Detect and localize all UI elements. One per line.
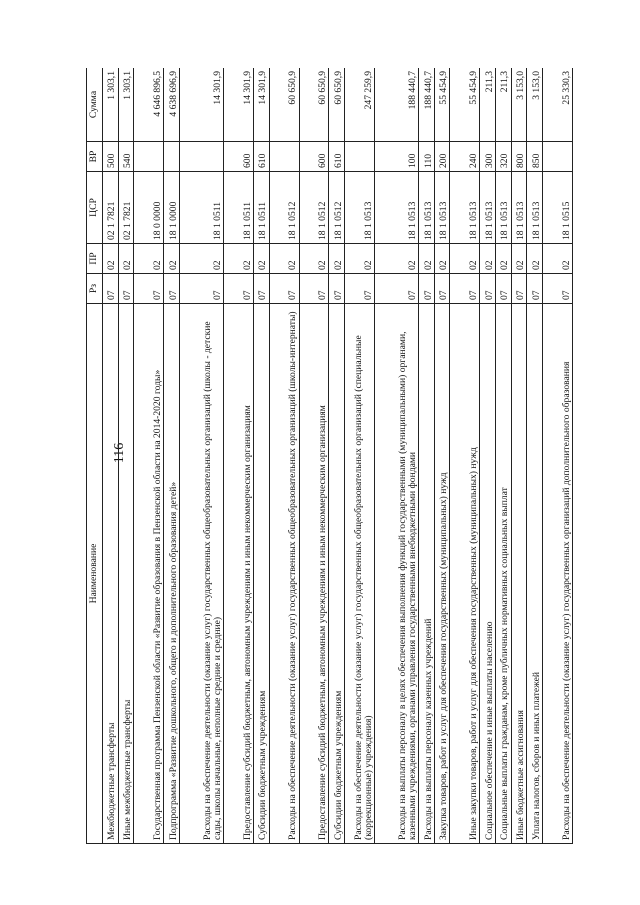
- cell-vr: 110: [419, 142, 435, 172]
- cell-vr: 320: [496, 142, 512, 172]
- cell-vr: 240: [450, 142, 480, 172]
- cell-vr: 610: [329, 142, 345, 172]
- cell-pr: 02: [118, 244, 134, 274]
- table-row: [224, 68, 254, 844]
- cell-rz: 07: [450, 274, 480, 304]
- cell-csr: 18 1 0513: [450, 172, 480, 244]
- cell-name: Расходы на обеспечение деятельности (оказание услуг) государственных общеобразовательных организаций (школы - детские сады, школы начальные, неполные средние и средние): [179, 304, 223, 844]
- cell-rz: 07: [480, 274, 496, 304]
- cell-csr: 18 1 0511: [224, 172, 254, 244]
- cell-name: Расходы на выплаты персоналу казенных учреждений: [419, 304, 435, 844]
- cell-pr: 02: [103, 244, 119, 274]
- cell-pr: 02: [419, 244, 435, 274]
- cell-csr: 18 1 0512: [299, 172, 329, 244]
- table-row: [527, 68, 543, 844]
- cell-csr: 18 1 0513: [527, 172, 543, 244]
- table-row: [450, 68, 480, 844]
- cell-name: Подпрограмма «Развитие дошкольного, общего и дополнительного образования детей»: [164, 304, 180, 844]
- cell-sum: 55 454,9: [450, 68, 480, 142]
- cell-pr: 02: [253, 244, 269, 274]
- cell-rz: 07: [164, 274, 180, 304]
- cell-name: Расходы на обеспечение деятельности (оказание услуг) государственных общеобразовательных организаций (школы-интернаты): [269, 304, 299, 844]
- header-sum: Сумма: [87, 68, 103, 142]
- cell-rz: 07: [496, 274, 512, 304]
- cell-vr: [164, 142, 180, 172]
- cell-rz: 07: [434, 274, 450, 304]
- table-row: [253, 68, 269, 844]
- cell-sum: 211,3: [480, 68, 496, 142]
- cell-vr: 850: [527, 142, 543, 172]
- header-vr: ВР: [87, 142, 103, 172]
- cell-sum: 14 301,9: [179, 68, 223, 142]
- cell-sum: 60 650,9: [329, 68, 345, 142]
- cell-name: Иные закупки товаров, работ и услуг для обеспечения государственных (муниципальных) нужд: [450, 304, 480, 844]
- cell-csr: 18 1 0513: [345, 172, 375, 244]
- cell-sum: 4 638 696,9: [164, 68, 180, 142]
- table-row: [329, 68, 345, 844]
- cell-pr: 02: [299, 244, 329, 274]
- cell-pr: 02: [375, 244, 419, 274]
- cell-sum: 188 440,7: [375, 68, 419, 142]
- cell-vr: [134, 142, 164, 172]
- cell-pr: 02: [179, 244, 223, 274]
- cell-rz: 07: [134, 274, 164, 304]
- cell-name: Межбюджетные трансферты: [103, 304, 119, 844]
- cell-name: Социальное обеспечение и иные выплаты населению: [480, 304, 496, 844]
- cell-csr: 18 1 0513: [434, 172, 450, 244]
- cell-vr: [179, 142, 223, 172]
- cell-pr: 02: [329, 244, 345, 274]
- table-row: [269, 68, 299, 844]
- table-row: [496, 68, 512, 844]
- cell-pr: 02: [480, 244, 496, 274]
- cell-name: Расходы на обеспечение деятельности (оказание услуг) государственных общеобразовательных организаций (специальные (коррекционные) учреждения): [345, 304, 375, 844]
- cell-name: Предоставление субсидий бюджетным, автономным учреждениям и иным некоммерческим организациям: [299, 304, 329, 844]
- budget-table: [86, 68, 573, 844]
- table-viewport: [86, 68, 573, 844]
- header-pr: ПР: [87, 244, 103, 274]
- cell-sum: 3 153,0: [527, 68, 543, 142]
- cell-vr: 100: [375, 142, 419, 172]
- cell-name: Социальные выплаты гражданам, кроме публичных нормативных социальных выплат: [496, 304, 512, 844]
- cell-name: Иные межбюджетные трансферты: [118, 304, 134, 844]
- table-header-row: [87, 68, 103, 844]
- cell-rz: 07: [375, 274, 419, 304]
- cell-name: Субсидии бюджетным учреждениям: [253, 304, 269, 844]
- table-row: [480, 68, 496, 844]
- cell-rz: 07: [527, 274, 543, 304]
- table-row: [118, 68, 134, 844]
- table-row: [375, 68, 419, 844]
- cell-vr: 200: [434, 142, 450, 172]
- cell-vr: 500: [103, 142, 119, 172]
- table-row: [103, 68, 119, 844]
- cell-rz: 07: [542, 274, 572, 304]
- cell-name: Закупка товаров, работ и услуг для обеспечения государственных (муниципальных) нужд: [434, 304, 450, 844]
- cell-csr: 18 1 0513: [419, 172, 435, 244]
- cell-sum: 60 650,9: [299, 68, 329, 142]
- cell-sum: 188 440,7: [419, 68, 435, 142]
- cell-pr: 02: [164, 244, 180, 274]
- cell-sum: 60 650,9: [269, 68, 299, 142]
- cell-rz: 07: [419, 274, 435, 304]
- cell-csr: 18 1 0511: [179, 172, 223, 244]
- cell-sum: 55 454,9: [434, 68, 450, 142]
- cell-name: Иные бюджетные ассигнования: [511, 304, 527, 844]
- cell-rz: 07: [269, 274, 299, 304]
- cell-vr: 540: [118, 142, 134, 172]
- cell-vr: [542, 142, 572, 172]
- cell-pr: 02: [345, 244, 375, 274]
- cell-sum: 14 301,9: [224, 68, 254, 142]
- cell-rz: 07: [511, 274, 527, 304]
- cell-rz: 07: [224, 274, 254, 304]
- cell-rz: 07: [103, 274, 119, 304]
- cell-vr: [269, 142, 299, 172]
- cell-name: Расходы на обеспечение деятельности (оказание услуг) государственных организаций дополнительного образования: [542, 304, 572, 844]
- cell-name: Уплата налогов, сборов и иных платежей: [527, 304, 543, 844]
- table-row: [419, 68, 435, 844]
- cell-sum: 1 303,1: [118, 68, 134, 142]
- cell-csr: 18 1 0513: [375, 172, 419, 244]
- cell-sum: 1 303,1: [103, 68, 119, 142]
- cell-sum: 247 259,9: [345, 68, 375, 142]
- cell-pr: 02: [269, 244, 299, 274]
- cell-csr: 18 1 0513: [511, 172, 527, 244]
- cell-pr: 02: [434, 244, 450, 274]
- cell-vr: 600: [299, 142, 329, 172]
- table-row: [164, 68, 180, 844]
- cell-csr: 18 1 0512: [269, 172, 299, 244]
- cell-pr: 02: [542, 244, 572, 274]
- cell-sum: 3 153,0: [511, 68, 527, 142]
- cell-pr: 02: [134, 244, 164, 274]
- cell-vr: 300: [480, 142, 496, 172]
- cell-rz: 07: [179, 274, 223, 304]
- cell-pr: 02: [224, 244, 254, 274]
- cell-csr: 18 1 0512: [329, 172, 345, 244]
- cell-name: Государственная программа Пензенской области «Развитие образования в Пензенской области на 2014-2020 годы»: [134, 304, 164, 844]
- cell-rz: 07: [299, 274, 329, 304]
- header-csr: ЦСР: [87, 172, 103, 244]
- cell-csr: 02 1 7821: [118, 172, 134, 244]
- table-row: [345, 68, 375, 844]
- cell-csr: 18 0 0000: [134, 172, 164, 244]
- cell-rz: 07: [253, 274, 269, 304]
- cell-csr: 18 1 0513: [496, 172, 512, 244]
- cell-csr: 02 1 7821: [103, 172, 119, 244]
- cell-pr: 02: [527, 244, 543, 274]
- table-row: [134, 68, 164, 844]
- table-row: [511, 68, 527, 844]
- table-row: [299, 68, 329, 844]
- cell-csr: 18 1 0513: [480, 172, 496, 244]
- cell-vr: [345, 142, 375, 172]
- cell-vr: 610: [253, 142, 269, 172]
- cell-csr: 18 1 0515: [542, 172, 572, 244]
- cell-csr: 18 1 0511: [253, 172, 269, 244]
- cell-csr: 18 1 0000: [164, 172, 180, 244]
- cell-sum: 25 330,3: [542, 68, 572, 142]
- cell-name: Субсидии бюджетным учреждениям: [329, 304, 345, 844]
- cell-sum: 14 301,9: [253, 68, 269, 142]
- cell-sum: 4 646 896,5: [134, 68, 164, 142]
- cell-pr: 02: [450, 244, 480, 274]
- table-row: [434, 68, 450, 844]
- header-name: Наименование: [87, 304, 103, 844]
- header-rz: Рз: [87, 274, 103, 304]
- cell-name: Предоставление субсидий бюджетным, автономным учреждениям и иным некоммерческим организациям: [224, 304, 254, 844]
- cell-name: Расходы на выплаты персоналу в целях обеспечения выполнения функций государственными (муниципальными) органами, казенными учреждениями, органами управления государственными внебюджетными фондами: [375, 304, 419, 844]
- page-number: 116: [111, 442, 127, 463]
- cell-sum: 211,3: [496, 68, 512, 142]
- cell-rz: 07: [345, 274, 375, 304]
- cell-vr: 800: [511, 142, 527, 172]
- cell-vr: 600: [224, 142, 254, 172]
- table-row: [179, 68, 223, 844]
- table-row: [542, 68, 572, 844]
- cell-rz: 07: [118, 274, 134, 304]
- cell-pr: 02: [496, 244, 512, 274]
- cell-pr: 02: [511, 244, 527, 274]
- cell-rz: 07: [329, 274, 345, 304]
